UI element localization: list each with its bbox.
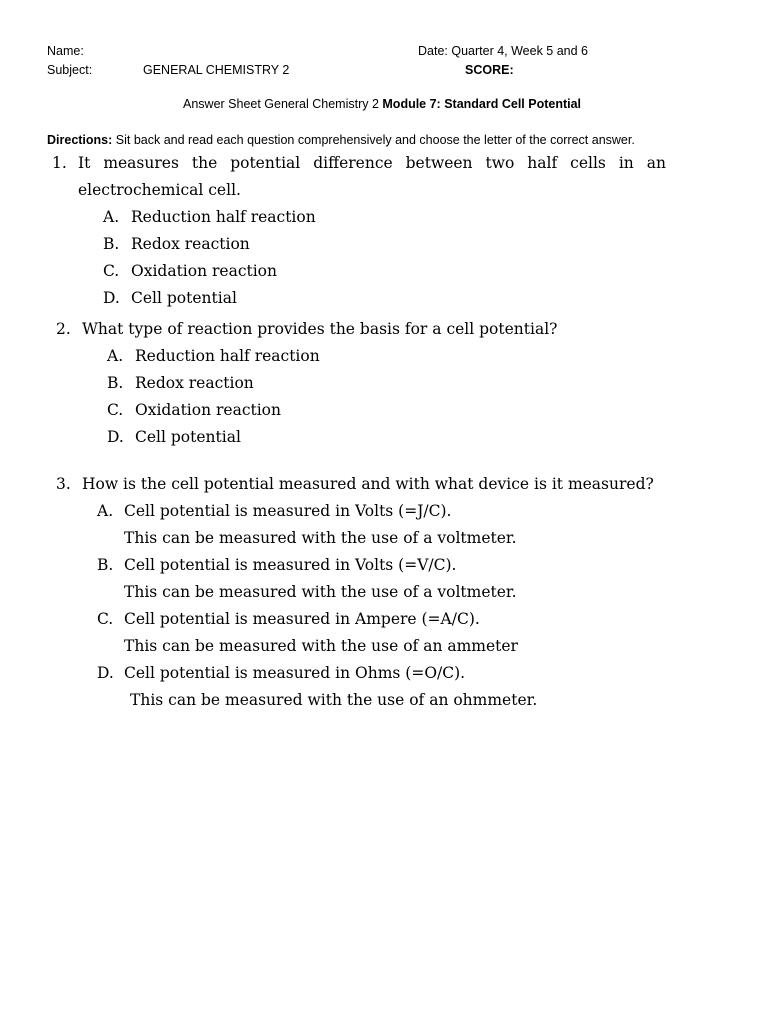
question-word: in: [618, 154, 634, 172]
score-label: SCORE:: [465, 63, 514, 77]
option-text: Oxidation reaction: [131, 262, 278, 280]
option-text: Redox reaction: [131, 235, 250, 253]
question-text: What type of reaction provides the basis for a cell potential?: [82, 320, 558, 338]
option-text: Reduction half reaction: [135, 347, 320, 365]
option-letter: B.: [97, 556, 114, 574]
option-text-second-line: This can be measured with the use of a voltmeter.: [124, 529, 517, 547]
question-word: cells: [570, 154, 606, 172]
page-title: [183, 97, 581, 111]
question-word: measures: [103, 154, 179, 172]
option-letter: D.: [97, 664, 114, 682]
option-text: Cell potential is measured in Volts (=V/C).: [124, 556, 457, 574]
option-letter: B.: [107, 374, 124, 392]
question-text: [78, 154, 666, 172]
question-text: How is the cell potential measured and with what device is it measured?: [82, 475, 654, 493]
option-letter: D.: [103, 289, 120, 307]
question-word: half: [527, 154, 558, 172]
option-text: Cell potential is measured in Ampere (=A/C).: [124, 610, 480, 628]
option-letter: A.: [97, 502, 114, 520]
option-text-second-line: This can be measured with the use of a voltmeter.: [124, 583, 517, 601]
option-letter: A.: [107, 347, 124, 365]
option-letter: A.: [103, 208, 120, 226]
question-text-continuation: electrochemical cell.: [78, 181, 241, 199]
question-word: between: [405, 154, 473, 172]
option-text-second-line: This can be measured with the use of an ohmmeter.: [130, 691, 538, 709]
question-word: two: [485, 154, 515, 172]
directions: [47, 133, 635, 147]
directions-text: Sit back and read each question comprehensively and choose the letter of the correct answer.: [112, 133, 635, 147]
option-letter: B.: [103, 235, 120, 253]
option-text: Cell potential is measured in Ohms (=O/C).: [124, 664, 466, 682]
question-number: 1.: [52, 154, 67, 172]
subject-label: Subject:: [47, 63, 93, 77]
title-module: Module 7: Standard Cell Potential: [382, 97, 582, 111]
question-word: It: [78, 154, 91, 172]
option-text-second-line: This can be measured with the use of an ammeter: [124, 637, 518, 655]
option-text: Cell potential is measured in Volts (=J/C).: [124, 502, 452, 520]
question-number: 3.: [56, 475, 71, 493]
question-word: potential: [230, 154, 301, 172]
question-word: an: [646, 154, 666, 172]
option-letter: C.: [103, 262, 120, 280]
question-word: the: [191, 154, 218, 172]
subject-value: GENERAL CHEMISTRY 2: [143, 63, 290, 77]
option-letter: C.: [97, 610, 114, 628]
directions-label: Directions:: [47, 133, 113, 147]
title-prefix: Answer Sheet General Chemistry 2: [183, 97, 383, 111]
option-letter: C.: [107, 401, 124, 419]
date-label: Date: Quarter 4, Week 5 and 6: [418, 44, 589, 58]
option-text: Cell potential: [131, 289, 237, 307]
option-letter: D.: [107, 428, 124, 446]
name-label: Name:: [47, 44, 84, 58]
option-text: Reduction half reaction: [131, 208, 316, 226]
question-number: 2.: [56, 320, 71, 338]
option-text: Oxidation reaction: [135, 401, 282, 419]
option-text: Cell potential: [135, 428, 241, 446]
option-text: Redox reaction: [135, 374, 254, 392]
question-word: difference: [313, 154, 393, 172]
